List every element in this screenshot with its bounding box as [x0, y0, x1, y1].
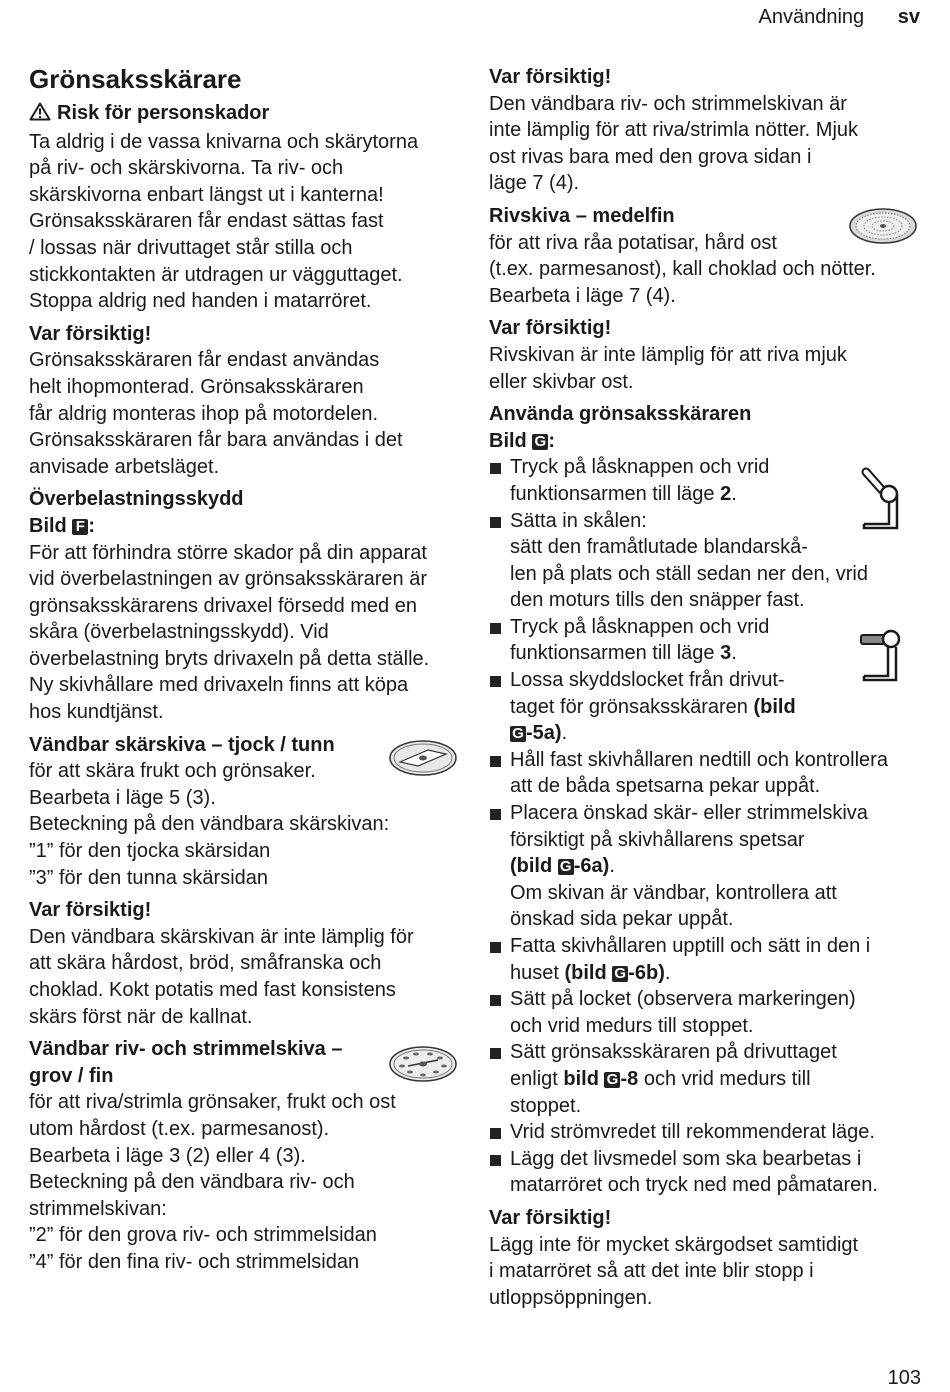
language-code: sv: [897, 6, 920, 28]
figure-letter-badge: G: [532, 434, 548, 450]
figure-reference: [29, 513, 469, 540]
text-line: i matarröret så att det inte blir stopp i: [489, 1260, 814, 1283]
text-line: Den vändbara riv- och strimmelskivan är: [489, 92, 847, 115]
text-line: för att skära frukt och grönsaker.: [29, 760, 316, 783]
figure-prefix: Bild: [489, 429, 527, 452]
caution-heading: Var försiktig!: [489, 1206, 612, 1229]
text-run: funktionsarmen till läge: [510, 482, 721, 505]
usage-heading: Använda grönsaksskäraren: [489, 403, 752, 426]
text-line: [510, 960, 929, 987]
text-line: len på plats och ställ sedan ner den, vrid: [510, 562, 868, 585]
caution-heading: Var försiktig!: [29, 322, 152, 345]
risk-heading: [29, 100, 469, 129]
text-run: och vrid medurs till: [638, 1067, 811, 1090]
text-line: att skära hårdost, bröd, småfranska och: [29, 952, 382, 975]
caution-text: [489, 342, 929, 395]
text-line: ”4” för den fina riv- och strimmelsidan: [29, 1250, 360, 1273]
text-line: Grönsaksskäraren får bara användas i det: [29, 429, 403, 452]
grating-disc-heading: Vändbar riv- och strimmelskiva –: [29, 1038, 343, 1061]
left-column: [29, 64, 469, 1276]
step-item: [489, 1119, 929, 1146]
caution-text: [29, 347, 469, 480]
text-line: helt ihopmonterad. Grönsaksskäraren: [29, 375, 364, 398]
text-line: Om skivan är vändbar, kontrollera att: [510, 881, 837, 904]
overload-text: [29, 540, 469, 726]
text-line: överbelastning bryts drivaxeln på detta ställe.: [29, 647, 430, 670]
text-line: Ta aldrig i de vassa knivarna och skärytorna: [29, 130, 419, 153]
text-line: vid överbelastningen av grönsaksskäraren är: [29, 568, 427, 591]
caution-heading: Var försiktig!: [489, 66, 612, 88]
text-line: önskad sida pekar uppåt.: [510, 908, 734, 931]
text-line: Grönsaksskäraren får endast användas: [29, 349, 380, 372]
text-line: [510, 1066, 929, 1093]
risk-heading-text: Risk för personskador: [57, 102, 270, 124]
figure-letter-badge: G: [612, 966, 628, 982]
text-line: ost rivas bara med den grova sidan i: [489, 145, 812, 168]
text-line: [510, 853, 929, 880]
figure-ref: -6b): [628, 961, 665, 984]
text-run: taget för grönsaksskäraren: [510, 695, 754, 718]
text-line: sätt den framåtlutade blandarskå-: [510, 536, 808, 559]
rasp-disc-icon: [848, 206, 918, 251]
text-run: .: [731, 642, 737, 665]
text-line: Sätt grönsaksskäraren på drivuttaget: [510, 1041, 837, 1064]
page-header: [759, 6, 920, 29]
text-line: hos kundtjänst.: [29, 701, 164, 724]
text-line: Sätta in skålen:: [510, 509, 647, 532]
text-line: (t.ex. parmesanost), kall choklad och nötter.: [489, 258, 876, 281]
figure-letter-badge: G: [604, 1072, 620, 1088]
text-line: skärskivorna enbart längst ut i kanterna!: [29, 183, 384, 206]
figure-ref: -8: [620, 1067, 639, 1090]
text-line: Tryck på låsknappen och vrid: [510, 456, 770, 479]
text-line: För att förhindra större skador på din apparat: [29, 541, 427, 564]
text-run: enligt: [510, 1067, 564, 1090]
text-line: Tryck på låsknappen och vrid: [510, 615, 770, 638]
text-line: Ny skivhållare med drivaxeln finns att köpa: [29, 674, 409, 697]
text-run: huset: [510, 961, 565, 984]
text-run: .: [664, 961, 671, 984]
text-line: Grönsaksskäraren får endast sättas fast: [29, 210, 384, 233]
text-line: Beteckning på den vändbara skärskivan:: [29, 813, 390, 836]
text-line: Bearbeta i läge 7 (4).: [489, 284, 676, 307]
step-item: [489, 747, 929, 800]
text-line: strimmelskivan:: [29, 1197, 167, 1220]
position-number: 3: [720, 642, 732, 665]
caution-text: [489, 1232, 929, 1312]
text-line: Bearbeta i läge 3 (2) eller 4 (3).: [29, 1144, 306, 1167]
figure-ref: bild: [563, 1067, 605, 1090]
text-line: [510, 720, 929, 747]
text-line: Vrid strömvredet till rekommenderat läge.: [510, 1121, 875, 1144]
step-item: [489, 933, 929, 986]
text-line: inte lämplig för att riva/strimla nötter. Mjuk: [489, 119, 859, 142]
step-item: [489, 800, 929, 933]
text-line: Håll fast skivhållaren nedtill och kontrollera: [510, 748, 888, 771]
text-line: Lossa skyddslocket från drivut-: [510, 669, 785, 692]
page-number: 103: [887, 1367, 921, 1389]
rasp-disc-heading: Rivskiva – medelfin: [489, 204, 675, 227]
text-line: grönsaksskärarens drivaxel försedd med en: [29, 594, 417, 617]
figure-ref: -6a): [573, 855, 610, 878]
step-item: [489, 1146, 929, 1199]
figure-suffix: :: [88, 514, 96, 537]
figure-letter-badge: G: [510, 726, 526, 742]
text-line: utom hårdost (t.ex. parmesanost).: [29, 1117, 330, 1140]
overload-heading: Överbelastningsskydd: [29, 488, 244, 511]
grating-disc-heading-cont: grov / fin: [29, 1064, 114, 1087]
figure-letter-badge: G: [558, 859, 574, 875]
text-line: för att riva råa potatisar, hård ost: [489, 231, 777, 254]
text-line: den moturs tills den snäpper fast.: [510, 589, 805, 612]
text-line: försiktigt på skivhållarens spetsar: [510, 828, 805, 851]
text-run: .: [609, 855, 615, 878]
text-run: .: [561, 722, 568, 745]
text-line: ”2” för den grova riv- och strimmelsidan: [29, 1224, 377, 1247]
position-2-arm-icon: [858, 462, 906, 537]
grating-disc-text: [29, 1089, 469, 1275]
position-3-arm-icon: [858, 628, 906, 691]
text-line: Placera önskad skär- eller strimmelskiva: [510, 802, 868, 825]
figure-prefix: Bild: [29, 514, 67, 537]
warning-triangle-icon: [29, 102, 51, 129]
text-line: eller skivbar ost.: [489, 370, 634, 393]
figure-reference: [489, 428, 929, 455]
section-name: Användning: [758, 6, 865, 28]
caution-text: [29, 924, 469, 1030]
slicing-disc-heading: Vändbar skärskiva – tjock / tunn: [29, 733, 335, 756]
text-line: utloppsöppningen.: [489, 1286, 653, 1309]
text-line: / lossas när drivuttaget står stilla och: [29, 236, 353, 259]
text-line: Fatta skivhållaren upptill och sätt in den i: [510, 935, 871, 957]
text-line: stickkontakten är utdragen ur vägguttaget.: [29, 263, 403, 286]
text-line: matarröret och tryck ned med påmataren.: [510, 1174, 878, 1197]
figure-ref: (bild: [564, 961, 613, 984]
text-line: ”3” för den tunna skärsidan: [29, 866, 269, 889]
figure-suffix: :: [548, 429, 556, 452]
text-line: får aldrig monteras ihop på motordelen.: [29, 402, 379, 425]
slicing-disc-icon: [388, 738, 458, 783]
text-line: choklad. Kokt potatis med fast konsistens: [29, 979, 396, 1001]
text-line: [510, 694, 929, 721]
figure-letter-badge: F: [72, 519, 88, 535]
figure-ref: -5a): [526, 722, 562, 745]
text-line: Stoppa aldrig ned handen i matarröret.: [29, 290, 372, 313]
caution-heading: Var försiktig!: [29, 899, 152, 922]
risk-text: [29, 129, 469, 315]
step-item: [489, 1039, 929, 1119]
figure-ref: (bild: [510, 855, 558, 878]
figure-ref: (bild: [753, 695, 796, 718]
text-line: Sätt på locket (observera markeringen): [510, 988, 856, 1011]
text-line: ”1” för den tjocka skärsidan: [29, 840, 271, 863]
text-line: för att riva/strimla grönsaker, frukt och ost: [29, 1091, 396, 1114]
text-run: funktionsarmen till läge: [510, 642, 721, 665]
text-run: .: [731, 482, 737, 505]
step-item: [489, 986, 929, 1039]
text-line: Lägg inte för mycket skärgodset samtidigt: [489, 1233, 859, 1256]
text-line: skåra (överbelastningsskydd). Vid: [29, 621, 329, 644]
text-line: att de båda spetsarna pekar uppåt.: [510, 775, 821, 798]
caution-heading: Var försiktig!: [489, 317, 612, 340]
text-line: anvisade arbetsläget.: [29, 455, 220, 478]
text-line: stoppet.: [510, 1094, 582, 1117]
text-line: Bearbeta i läge 5 (3).: [29, 786, 216, 809]
text-line: läge 7 (4).: [489, 172, 580, 195]
text-line: Beteckning på den vändbara riv- och: [29, 1171, 355, 1194]
text-line: på riv- och skärskivorna. Ta riv- och: [29, 157, 344, 180]
section-title: Grönsaksskärare: [29, 64, 242, 94]
text-line: Den vändbara skärskivan är inte lämplig för: [29, 925, 414, 948]
position-number: 2: [720, 482, 732, 505]
text-line: Lägg det livsmedel som ska bearbetas i: [510, 1147, 862, 1170]
caution-text: [489, 91, 929, 197]
text-line: och vrid medurs till stoppet.: [510, 1014, 754, 1037]
grating-disc-icon: [388, 1044, 458, 1089]
text-line: skärs först när de kallnat.: [29, 1005, 253, 1028]
text-line: Rivskivan är inte lämplig för att riva mjuk: [489, 343, 847, 366]
